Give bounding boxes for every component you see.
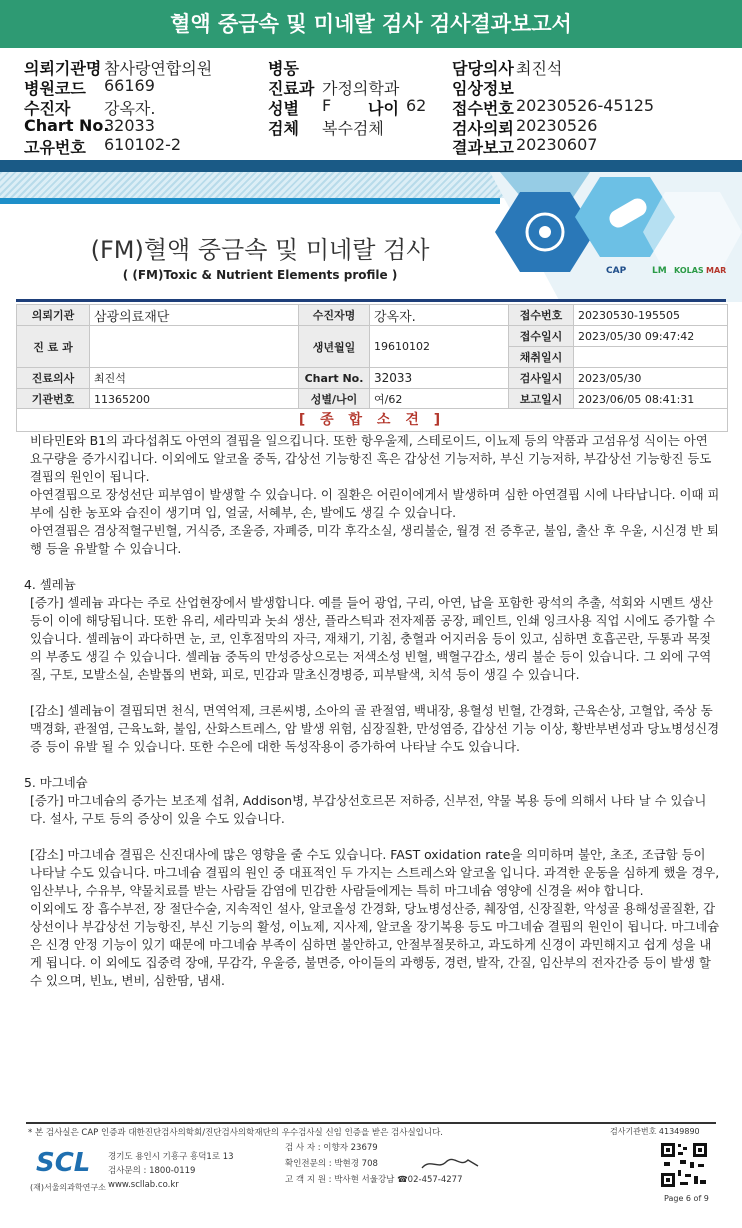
header-band-blue <box>0 198 500 204</box>
label-sex-age: 성별/나이 <box>299 389 370 410</box>
value-department: 가정의학과 <box>322 79 400 98</box>
label-sex: 성별 <box>268 99 299 118</box>
value-receipt-no: 20230526-45125 <box>516 96 655 115</box>
label-chart-number: Chart No. <box>299 368 370 389</box>
label-result-report: 결과보고 <box>452 138 514 157</box>
label-institution: 의뢰기관 <box>17 305 90 326</box>
header-band-dark <box>0 160 742 172</box>
paragraph-magnesium-decrease: [감소] 마그네슘 결핍은 신진대사에 많은 영향을 줄 수도 있습니다. FAST oxidation rate을 의미하며 불안, 초조, 조급함 등이 나타날 수도 있습니다. 마그네슘 결핍의 원인 중 대표적인 두 가지는 스트레스와 알코올 입니다. 과격한 운동을 심하게 했을 경우, 임산부나, 수유부, 약물치료를 받는 사람들 감염에 민감한 사람들에게는 특히 마그네슘 영양에 신경을 써야 합니다. <box>30 847 720 898</box>
mar-logo: MAR <box>706 266 727 275</box>
value-test-request: 20230526 <box>516 116 598 135</box>
value-physician: 최진석 <box>90 368 299 389</box>
section-title-selenium: 4. 셀레늄 <box>24 577 76 592</box>
label-unique-no: 고유번호 <box>24 138 86 157</box>
value-institution: 삼광의료재단 <box>90 305 299 326</box>
footer-divider <box>26 1122 716 1124</box>
paragraph-selenium-increase: [증가] 셀레늄 과다는 주로 산업현장에서 발생합니다. 예를 들어 광업, 구리, 아연, 납을 포함한 광석의 추출, 석회와 시멘트 생산 등이 이에 해당됩니다. 또한 유리, 세라믹과 놋쇠 생산, 플라스틱과 전자제품 공장, 페인트, 인쇄 잉크사용 직업 시에도 증가할 수 있습니다. 셀레늄이 과다하면 눈, 코, 인후점막의 자극, 재채기, 기침, 충혈과 어지러움 등이 있고, 심하면 호흡곤란, 두통과 목젖의 부종도 생길 수 있습니다. 셀레늄 중독의 만성증상으로는 저색소성 빈혈, 백혈구감소, 생리 불순 등이 있습니다. 그 외에 구역질, 구토, 모발소실, 손발톱의 변화, 피로, 민감과 말초신경병증, 피부탈색, 치석 등이 생길 수 있습니다. <box>30 595 716 682</box>
scl-address: 경기도 용인시 기흥구 흥덕1로 13 <box>108 1152 234 1162</box>
paragraph-zinc-effects: 아연결핍은 겸상적혈구빈혈, 거식증, 조울증, 자폐증, 미각 후각소실, 생리불순, 월경 전 증후군, 불임, 출산 후 우울, 시신경 반 퇴행 등을 유발할 수 있습니다. <box>30 523 719 556</box>
scl-logo: SCL <box>36 1148 91 1178</box>
value-doctor: 최진석 <box>516 59 563 78</box>
value-unique-no: 610102-2 <box>104 135 182 154</box>
value-sex: F <box>322 96 332 115</box>
value-receipt-number: 20230530-195505 <box>574 305 728 326</box>
value-report-time: 2023/06/05 08:41:31 <box>574 389 728 410</box>
value-result-report: 20230607 <box>516 135 598 154</box>
label-doctor: 담당의사 <box>452 59 514 78</box>
value-chart-number: 32033 <box>370 368 509 389</box>
paragraph-zinc-causes: 비타민E와 B1의 과다섭취도 아연의 결핍을 일으킵니다. 또한 항우울제, 스테로이드, 이뇨제 등의 약품과 고섬유성 식이는 아연 요구량을 증가시킵니다. 이외에도 알코올 중독, 갑상선 기능항진 혹은 갑상선 기능저하, 부신 기능저하, 부갑상선 기능항진 등도 결핍의 원인이 됩니다. <box>30 433 712 484</box>
label-age: 나이 <box>368 99 399 118</box>
page-number: Page 6 of 9 <box>664 1194 709 1203</box>
divider <box>16 299 726 302</box>
summary-heading: [ 종 합 소 견 ] <box>16 408 728 432</box>
paragraph-selenium-decrease: [감소] 셀레늄이 결핍되면 천식, 면역억제, 크론씨병, 소아의 골 관절염, 백내장, 용혈성 빈혈, 간경화, 근육손상, 고혈압, 죽상 동맥경화, 관절염, 근육노화, 불임, 산화스트레스, 암 발생 위험, 심장질환, 만성염증, 갑상선 기능 이상, 황반부변성과 당뇨병성신경증 등이 유발 될 수 있습니다. 또한 수은에 대한 독성작용이 증가하여 나타날 수도 있습니다. <box>30 703 720 754</box>
paragraph-zinc-dermatitis: 아연결핍으로 장성선단 피부염이 발생할 수 있습니다. 이 질환은 어린이에게서 발생하며 심한 아연결핍 시에 나타납니다. 이때 피부에 심한 농포와 습진이 생기며 입, 얼굴, 서혜부, 손, 발에도 생길 수 있습니다. <box>30 487 720 520</box>
value-patient: 강옥자. <box>104 99 156 118</box>
footer-certification-note: * 본 검사실은 CAP 인증과 대한진단검사의학회/진단검사의학재단의 우수검사실 신임 인증을 받은 검사실입니다. <box>28 1128 443 1138</box>
value-requesting-org: 참사랑연합의원 <box>104 59 213 78</box>
value-receipt-time: 2023/05/30 09:47:42 <box>574 326 728 347</box>
value-birthdate: 19610102 <box>370 326 509 368</box>
patient-summary-table <box>0 50 742 157</box>
value-chart-no: 32033 <box>104 116 155 135</box>
certification-logos <box>596 262 736 284</box>
value-patient-name: 강옥자. <box>370 305 509 326</box>
label-requesting-org: 의뢰기관명 <box>24 59 102 78</box>
scl-address-block <box>108 1150 234 1192</box>
report-main-title: 혈액 중금속 및 미네랄 검사 검사결과보고서 <box>0 0 742 48</box>
customer-support-line: 고 객 지 원 : 박사현 서울강남 ☎02-457-4277 <box>285 1175 463 1185</box>
label-receipt-number: 접수번호 <box>509 305 574 326</box>
lab-info-table <box>16 304 728 410</box>
label-test-request: 검사의뢰 <box>452 119 514 138</box>
label-dept: 진 료 과 <box>17 326 90 368</box>
label-patient: 수진자 <box>24 99 71 118</box>
summary-body <box>24 432 720 990</box>
label-report-time: 보고일시 <box>509 389 574 410</box>
report-title: (FM)혈액 중금속 및 미네랄 검사 <box>90 236 430 264</box>
label-patient-name: 수진자명 <box>299 305 370 326</box>
label-receipt-no: 접수번호 <box>452 99 514 118</box>
tester-line: 검 사 자 : 이향자 23679 <box>285 1143 378 1153</box>
label-clinical-info: 임상정보 <box>452 79 514 98</box>
value-test-time: 2023/05/30 <box>574 368 728 389</box>
value-age: 62 <box>406 96 427 115</box>
label-collection-time: 채취일시 <box>509 347 574 368</box>
paragraph-magnesium-other: 이외에도 장 흡수부전, 장 절단수술, 지속적인 설사, 알코올성 간경화, 당뇨병성산증, 췌장염, 신장질환, 악성골 용해성골질환, 갑상선이나 부갑상선 기능항진, 부신 기능의 활성, 이뇨제, 지사제, 알코올 장기복용 등도 마그네슘 결핍의 원인이 됩니다. 마그네슘은 신경 안정 기능이 있기 때문에 마그네슘 부족이 심하면 불안하고, 안절부절못하고, 과도하게 신경이 과민해지고 쉽게 성을 내게 됩니다. 이 외에도 집중력 장애, 무감각, 우울증, 불면증, 아이들의 과행동, 경련, 발작, 간질, 임산부의 전자간증 등이 발생 할 수 있으며, 빈뇨, 변비, 심한땀, 냄새. <box>30 901 720 988</box>
value-specimen: 복수검체 <box>322 119 384 138</box>
value-org-number: 11365200 <box>90 389 299 410</box>
label-birthdate: 생년월일 <box>299 326 370 368</box>
label-physician: 진료의사 <box>17 368 90 389</box>
report-subtitle: ( (FM)Toxic & Nutrient Elements profile ) <box>122 268 398 282</box>
section-title-magnesium: 5. 마그네슘 <box>24 775 88 790</box>
scl-org-name: (재)서울의과학연구소 <box>30 1183 106 1192</box>
scl-website: www.scllab.co.kr <box>108 1180 179 1190</box>
value-sex-age: 여/62 <box>370 389 509 410</box>
specialist-line: 확인전문의 : 박현경 708 <box>285 1159 378 1169</box>
signature-image <box>420 1156 480 1170</box>
footer-institution-number: 검사기관번호 41349890 <box>610 1127 700 1136</box>
label-test-time: 검사일시 <box>509 368 574 389</box>
cap-logo: CAP <box>606 266 627 276</box>
scl-phone: 검사문의 : 1800-0119 <box>108 1166 196 1176</box>
label-receipt-time: 접수일시 <box>509 326 574 347</box>
label-ward: 병동 <box>268 59 299 78</box>
paragraph-magnesium-increase: [증가] 마그네슘의 증가는 보조제 섭취, Addison병, 부갑상선호르몬 저하증, 신부전, 약물 복용 등에 의해서 나타 날 수 있습니다. 설사, 구토 등의 증상이 있을 수도 있습니다. <box>30 793 707 826</box>
kolas-logo: KOLAS <box>674 266 704 275</box>
value-collection-time <box>574 347 728 368</box>
label-specimen: 검체 <box>268 119 299 138</box>
label-department: 진료과 <box>268 79 315 98</box>
label-hospital-code: 병원코드 <box>24 79 86 98</box>
label-org-number: 기관번호 <box>17 389 90 410</box>
qr-code <box>660 1142 708 1188</box>
value-dept <box>90 326 299 368</box>
lm-logo: LM <box>652 266 667 276</box>
value-hospital-code: 66169 <box>104 76 155 95</box>
label-chart-no: Chart No. <box>24 116 110 135</box>
